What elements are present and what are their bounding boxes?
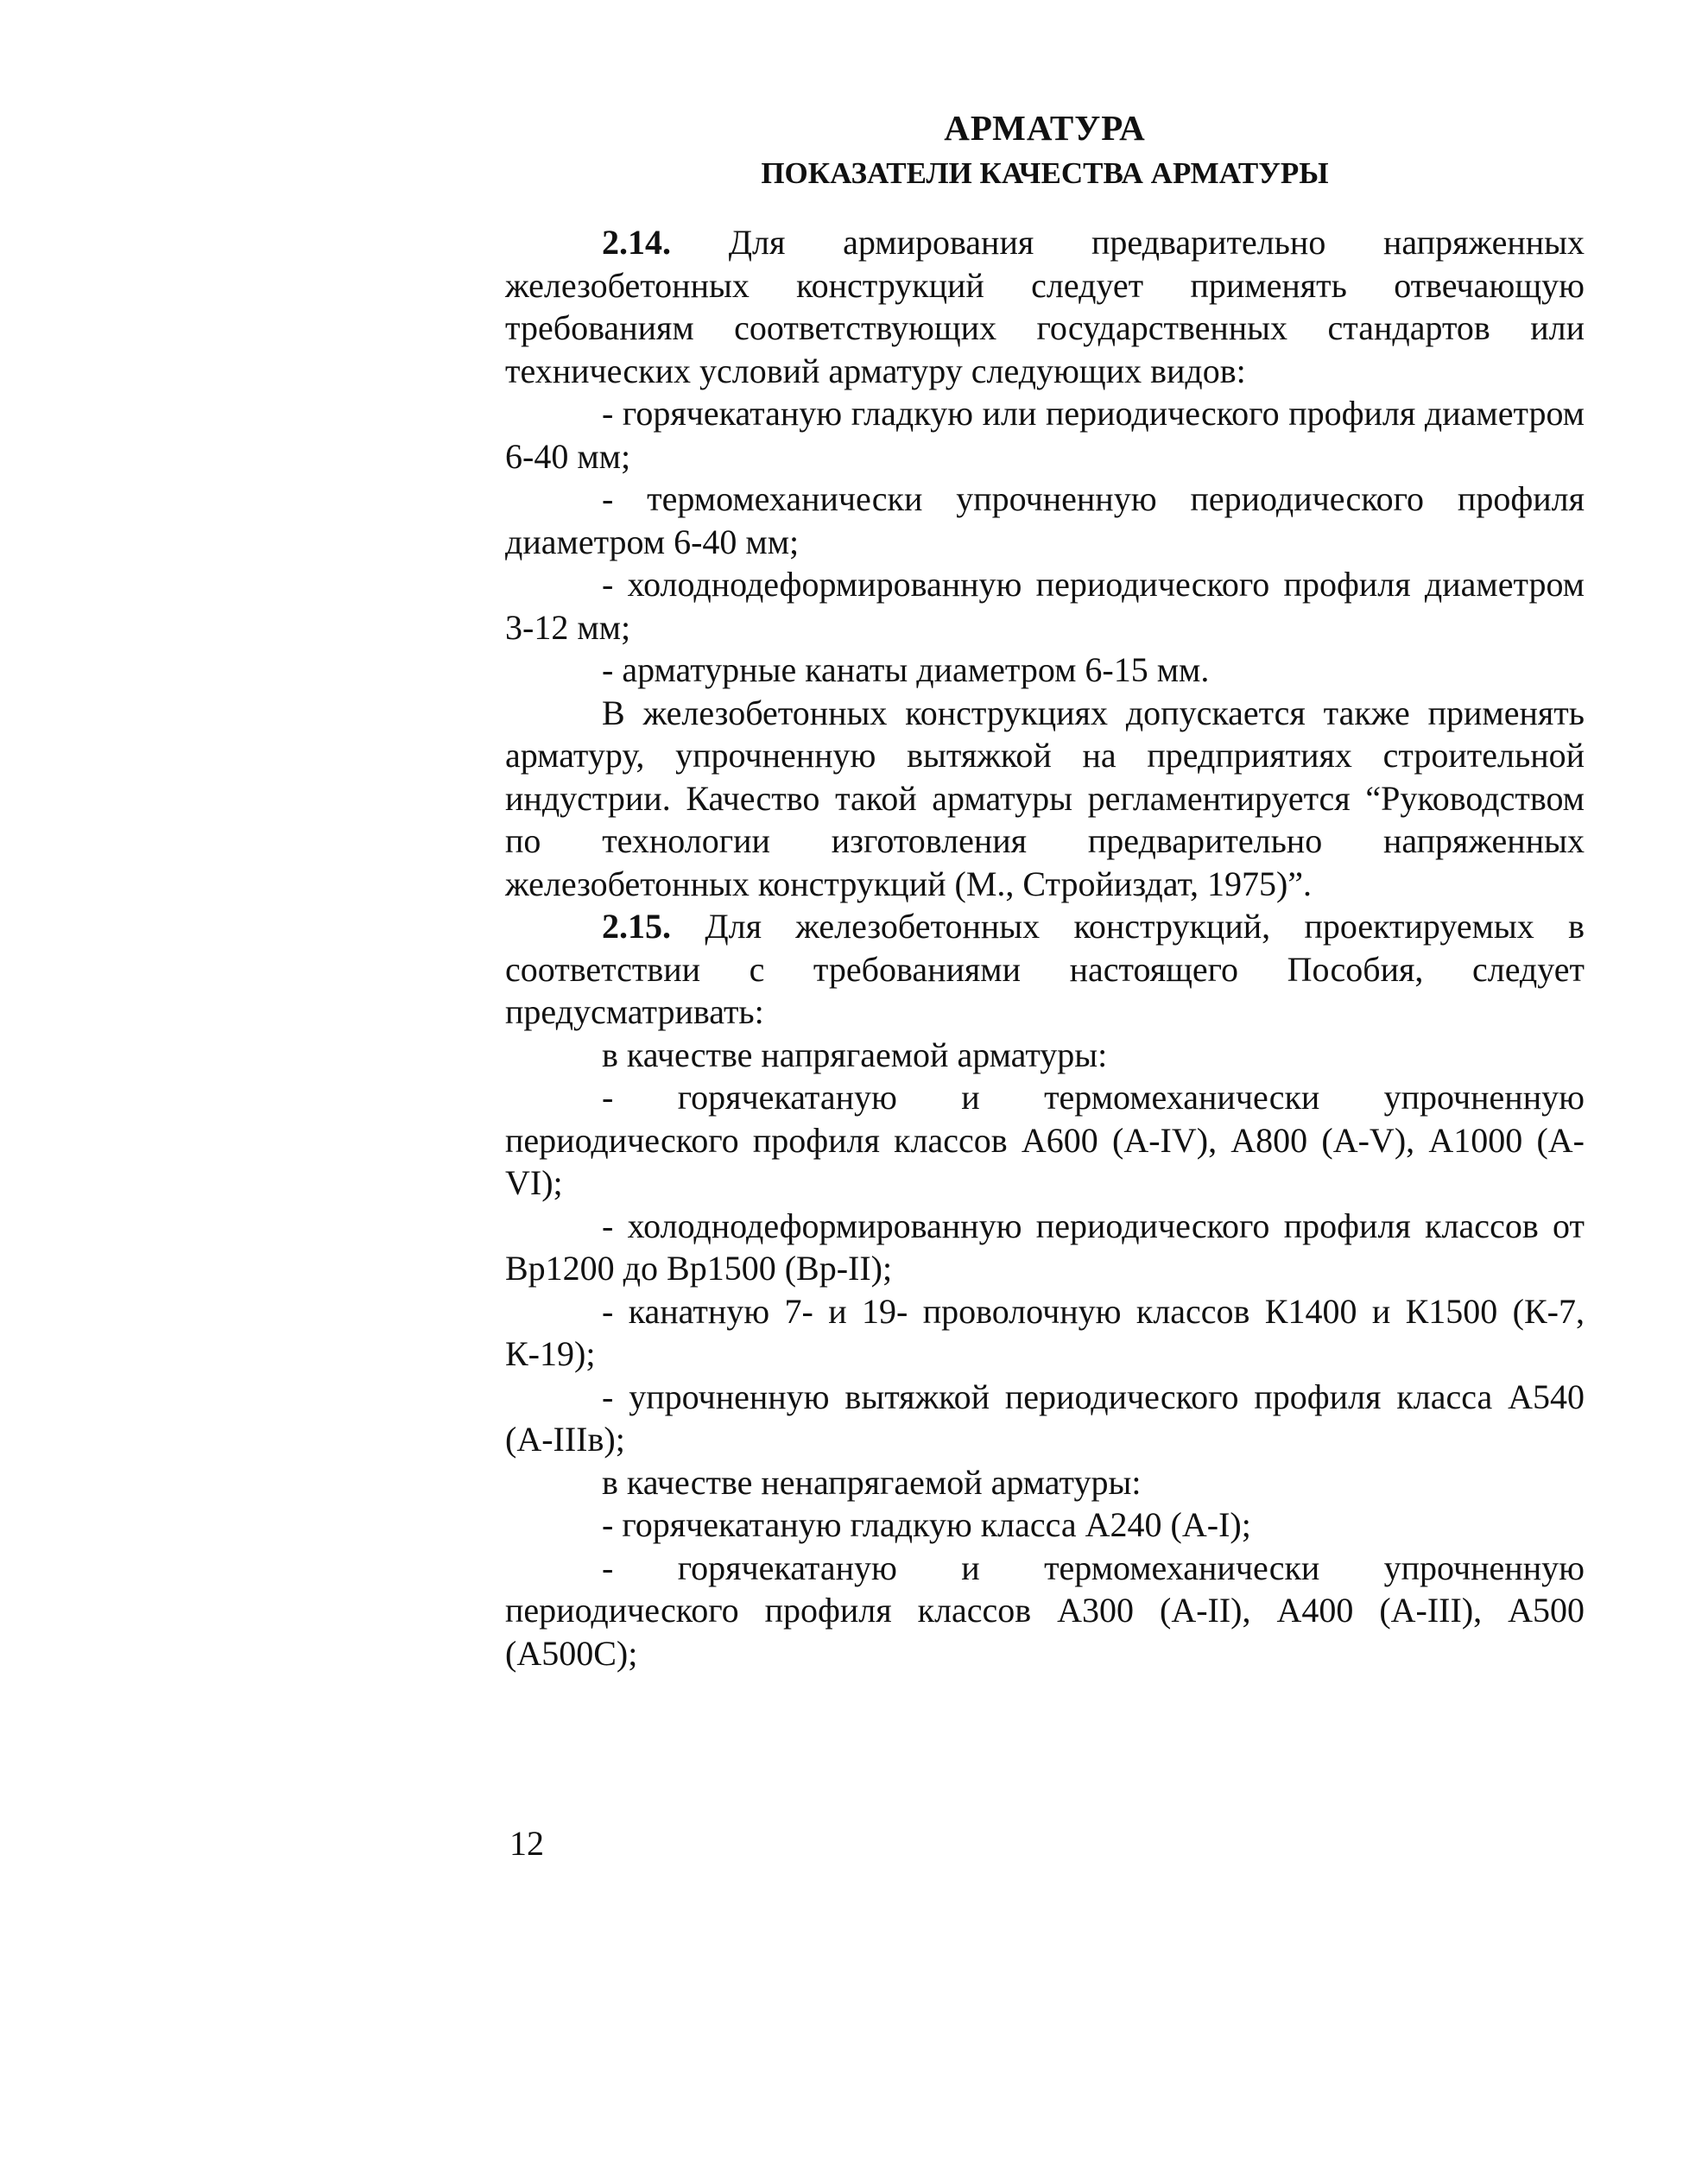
paragraph-text: Для железобетонных конструкций, проектируемых в соответствии с требованиями настоящего Пособия, следует предусматривать: [505,907,1585,1031]
paragraph-text: Для армирования предварительно напряженных железобетонных конструкций следует применять отвечающую требованиям соответствующих государственных стандартов или технических условий арматуру следующих видов: [505,223,1585,390]
heading-block [505,104,1585,195]
paragraph-note: В железобетонных конструкциях допускается также применять арматуру, упрочненную вытяжкой на предприятиях строительной индустрии. Качество такой арматуры регламентируется “Руководством по технологии изготовления предварительно напряженных железобетонных конструкций (М., Стройиздат, 1975)”. [505,693,1585,903]
list-item: - горячекатаную и термомеханически упрочненную периодического профиля классов А300 (A-II), А400 (A-III), А500 (А500С); [505,1548,1585,1673]
list-item: - канатную 7- и 19- проволочную классов К1400 и К1500 (К-7, К-19); [505,1291,1585,1373]
list-item: - холоднодеформированную периодического профиля диаметром 3-12 мм; [505,565,1585,647]
list-item: - горячекатаную гладкую класса А240 (A-I); [602,1505,1251,1544]
list-item: - горячекатаную и термомеханически упрочненную периодического профиля классов А600 (A-IV), А800 (A-V), А1000 (A-VI); [505,1078,1585,1202]
body-text [505,221,1585,1674]
list-item: - упрочненную вытяжкой периодического профиля класса А540 (А-IIIв); [505,1377,1585,1459]
clause-number: 2.15. [602,907,671,946]
page-number: 12 [509,1824,544,1863]
list-item: - термомеханически упрочненную периодического профиля диаметром 6-40 мм; [505,479,1585,561]
list-heading-prestressed: в качестве напрягаемой арматуры: [602,1035,1108,1074]
paragraph-2-15 [505,905,1585,1034]
list-item: - холоднодеформированную периодического профиля классов от Вр1200 до Вр1500 (Вр-II); [505,1206,1585,1288]
paragraph-2-14 [505,221,1585,392]
list-item: - арматурные канаты диаметром 6-15 мм. [602,650,1210,689]
clause-number: 2.14. [602,223,671,262]
list-heading-nonprestressed: в качестве ненапрягаемой арматуры: [602,1462,1142,1502]
page-title: АРМАТУРА [944,108,1146,148]
list-item: - горячекатаную гладкую или периодического профиля диаметром 6-40 мм; [505,394,1585,476]
section-subtitle: ПОКАЗАТЕЛИ КАЧЕСТВА АРМАТУРЫ [761,156,1329,190]
